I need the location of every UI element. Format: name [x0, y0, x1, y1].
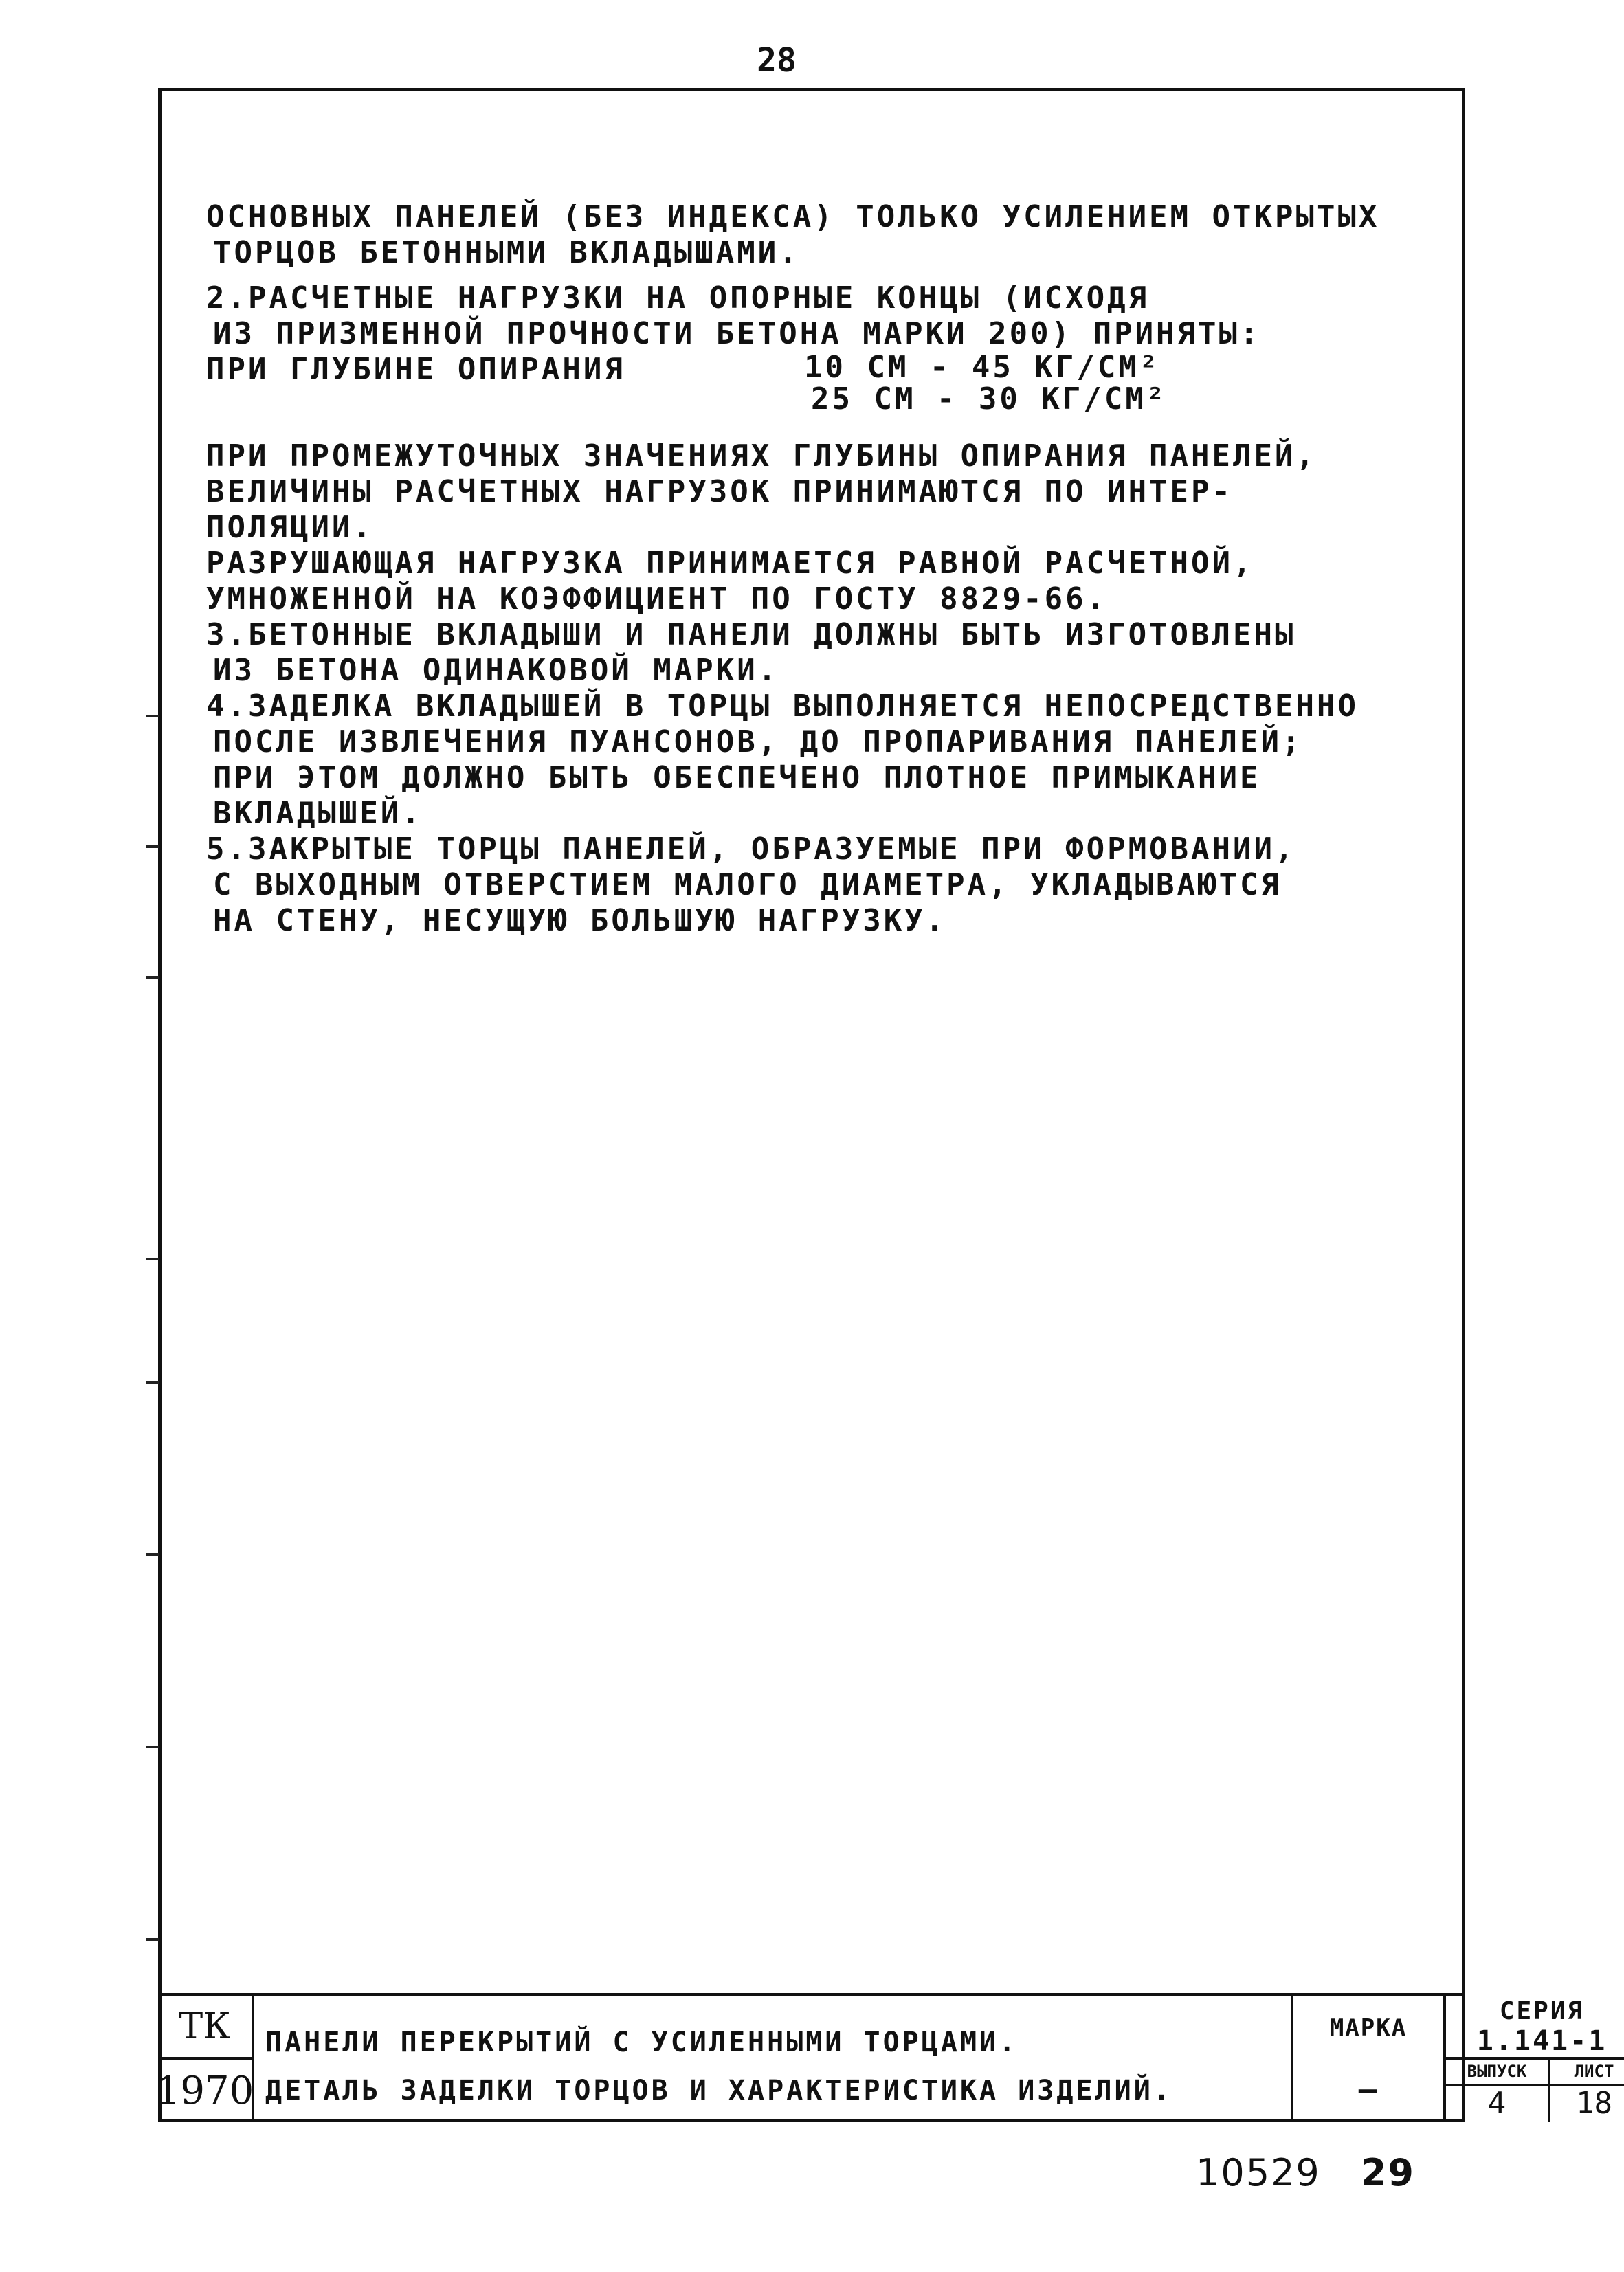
seria-value: 1.141-1 [1476, 2025, 1608, 2057]
margin-tick [146, 845, 159, 848]
title-line-1: ПАНЕЛИ ПЕРЕКРЫТИЙ С УСИЛЕННЫМИ ТОРЦАМИ. [265, 2026, 1019, 2058]
page-number: 28 [757, 41, 797, 80]
title-line-2: ДЕТАЛЬ ЗАДЕЛКИ ТОРЦОВ И ХАРАКТЕРИСТИКА ИЗДЕЛИЙ. [265, 2074, 1172, 2106]
text-line: ПРИ ПРОМЕЖУТОЧНЫХ ЗНАЧЕНИЯХ ГЛУБИНЫ ОПИРАНИЯ ПАНЕЛЕЙ, [206, 438, 1317, 474]
vypusk-cell [1446, 2060, 1550, 2122]
marka-value: — [1358, 2072, 1379, 2107]
marka-label: МАРКА [1329, 2014, 1408, 2042]
text-line: ПОСЛЕ ИЗВЛЕЧЕНИЯ ПУАНСОНОВ, ДО ПРОПАРИВАНИЯ ПАНЕЛЕЙ; [213, 724, 1303, 759]
load-table [206, 352, 1457, 423]
text-line: ВКЛАДЫШЕЙ. [213, 796, 423, 831]
margin-tick [146, 1381, 159, 1384]
text-line: ИЗ БЕТОНА ОДИНАКОВОЙ МАРКИ. [213, 653, 779, 688]
list-label: ЛИСТ [1574, 2061, 1614, 2081]
text-line: НА СТЕНУ, НЕСУЩУЮ БОЛЬШУЮ НАГРУЗКУ. [213, 903, 947, 938]
margin-tick [146, 1258, 159, 1260]
text-line: 3.БЕТОННЫЕ ВКЛАДЫШИ И ПАНЕЛИ ДОЛЖНЫ БЫТЬ ИЗГОТОВЛЕНЫ [206, 617, 1296, 652]
load-values [804, 352, 1167, 415]
margin-tick [146, 1553, 159, 1556]
margin-tick [146, 976, 159, 979]
text-line: ИЗ ПРИЗМЕННОЙ ПРОЧНОСТИ БЕТОНА МАРКИ 200) ПРИНЯТЫ: [213, 316, 1261, 351]
title-cell [254, 1996, 1293, 2122]
text-line: РАЗРУШАЮЩАЯ НАГРУЗКА ПРИНИМАЕТСЯ РАВНОЙ РАСЧЕТНОЙ, [206, 546, 1254, 581]
text-line: ВЕЛИЧИНЫ РАСЧЕТНЫХ НАГРУЗОК ПРИНИМАЮТСЯ ПО ИНТЕР- [206, 474, 1234, 509]
inventory-page: 29 [1360, 2151, 1415, 2194]
inventory-code: 10529 [1196, 2151, 1321, 2194]
text-line: ТОРЦОВ БЕТОННЫМИ ВКЛАДЫШАМИ. [213, 235, 800, 270]
text-line: ПОЛЯЦИИ. [206, 510, 374, 545]
margin-tick [146, 715, 159, 717]
text-line: УМНОЖЕННОЙ НА КОЭФФИЦИЕНТ ПО ГОСТУ 8829-66. [206, 581, 1108, 616]
vypusk-label: ВЫПУСК [1467, 2061, 1527, 2081]
year-cell: 1970 [158, 2060, 254, 2122]
list-cell [1550, 2060, 1624, 2122]
load-value: 10 СМ - 45 КГ/СМ² [804, 350, 1161, 385]
title-block [155, 1993, 1614, 2122]
list-value: 18 [1550, 2084, 1624, 2121]
tk-cell: ТК [158, 1996, 254, 2060]
margin-tick [146, 1746, 159, 1748]
margin-tick [146, 1938, 159, 1941]
seria-cell [1446, 1996, 1624, 2060]
load-lead: ПРИ ГЛУБИНЕ ОПИРАНИЯ [206, 352, 625, 387]
seria-label: СЕРИЯ [1499, 1996, 1585, 2025]
inventory-number [1196, 2151, 1415, 2194]
vypusk-value: 4 [1446, 2084, 1548, 2121]
text-line: 2.РАСЧЕТНЫЕ НАГРУЗКИ НА ОПОРНЫЕ КОНЦЫ (ИСХОДЯ [206, 280, 1150, 315]
text-line: ПРИ ЭТОМ ДОЛЖНО БЫТЬ ОБЕСПЕЧЕНО ПЛОТНОЕ ПРИМЫКАНИЕ [213, 760, 1261, 795]
text-line: С ВЫХОДНЫМ ОТВЕРСТИЕМ МАЛОГО ДИАМЕТРА, УКЛАДЫВАЮТСЯ [213, 867, 1282, 902]
text-line: 4.ЗАДЕЛКА ВКЛАДЫШЕЙ В ТОРЦЫ ВЫПОЛНЯЕТСЯ НЕПОСРЕДСТВЕННО [206, 689, 1359, 724]
text-line: 5.ЗАКРЫТЫЕ ТОРЦЫ ПАНЕЛЕЙ, ОБРАЗУЕМЫЕ ПРИ ФОРМОВАНИИ, [206, 832, 1296, 867]
load-value: 25 СМ - 30 КГ/СМ² [811, 381, 1168, 416]
marka-cell [1293, 1996, 1446, 2122]
notes-text [206, 199, 1457, 939]
text-line: ОСНОВНЫХ ПАНЕЛЕЙ (БЕЗ ИНДЕКСА) ТОЛЬКО УСИЛЕНИЕМ ОТКРЫТЫХ [206, 199, 1380, 234]
